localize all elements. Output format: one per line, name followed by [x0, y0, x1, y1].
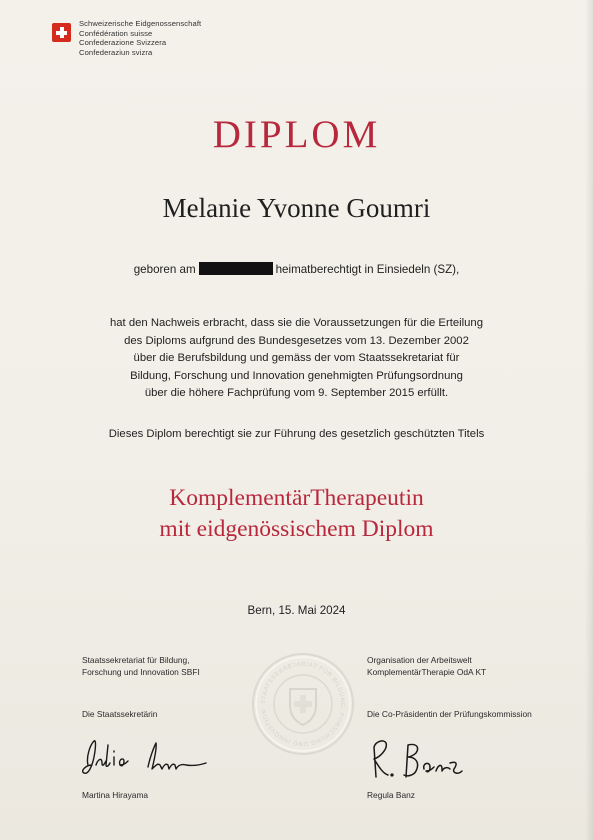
birth-line: [0, 262, 593, 276]
agency-name: [79, 19, 201, 57]
seal-ring-text: STAATSSEKRETARIAT FÜR BILDUNG, FORSCHUNG UND INNOVATION: [260, 661, 346, 747]
body-line: Bildung, Forschung und Innovation genehmigten Prüfungsordnung: [130, 369, 463, 382]
right-organization: [367, 654, 486, 678]
org-line: Organisation der Arbeitswelt: [367, 655, 472, 665]
body-line: über die Berufsbildung und gemäss der vom Staatssekretariat für: [133, 352, 460, 365]
degree-title: [0, 483, 593, 545]
degree-line: mit eidgenössischem Diplom: [159, 516, 434, 542]
born-suffix: heimatberechtigt in Einsiedeln (SZ),: [275, 263, 460, 276]
left-signatory-name: Martina Hirayama: [82, 790, 149, 800]
body-text: [0, 315, 593, 403]
body-line: hat den Nachweis erbracht, dass sie die Voraussetzungen für die Erteilung: [109, 317, 484, 329]
redacted-birthdate: [199, 262, 273, 275]
left-organization: [82, 654, 200, 678]
org-line: Staatssekretariat für Bildung,: [82, 655, 190, 665]
signature-right: [362, 733, 482, 783]
signature-left: [78, 735, 213, 783]
body-line: des Diploms aufgrund des Bundesgesetzes vom 13. Dezember 2002: [124, 334, 469, 347]
agency-line: Confederaziun svizra: [79, 47, 153, 57]
recipient-name: Melanie Yvonne Goumri: [162, 193, 431, 223]
org-line: Forschung und Innovation SBFI: [82, 667, 200, 677]
agency-line: Confédération suisse: [79, 28, 153, 38]
document-title: DIPLOM: [212, 113, 381, 156]
entitlement-text: Dieses Diplom berechtigt sie zur Führung des gesetzlich geschützten Titels: [108, 428, 485, 440]
org-line: KomplementärTherapie OdA KT: [367, 667, 487, 677]
born-prefix: geboren am: [133, 263, 196, 276]
place-date: Bern, 15. Mai 2024: [247, 604, 346, 617]
body-line: über die höhere Fachprüfung vom 9. September 2015 erfüllt.: [144, 387, 449, 400]
left-role: Die Staatssekretärin: [82, 709, 158, 719]
right-role: Die Co-Präsidentin der Prüfungskommission: [367, 709, 532, 719]
degree-line: KomplementärTherapeutin: [169, 485, 424, 511]
agency-line: Schweizerische Eidgenossenschaft: [79, 19, 202, 28]
agency-line: Confederazione Svizzera: [79, 38, 167, 48]
right-signatory-name: Regula Banz: [367, 790, 415, 800]
embossed-seal-icon: [250, 651, 356, 757]
header: [52, 19, 201, 57]
swiss-cross-icon: [52, 23, 71, 42]
